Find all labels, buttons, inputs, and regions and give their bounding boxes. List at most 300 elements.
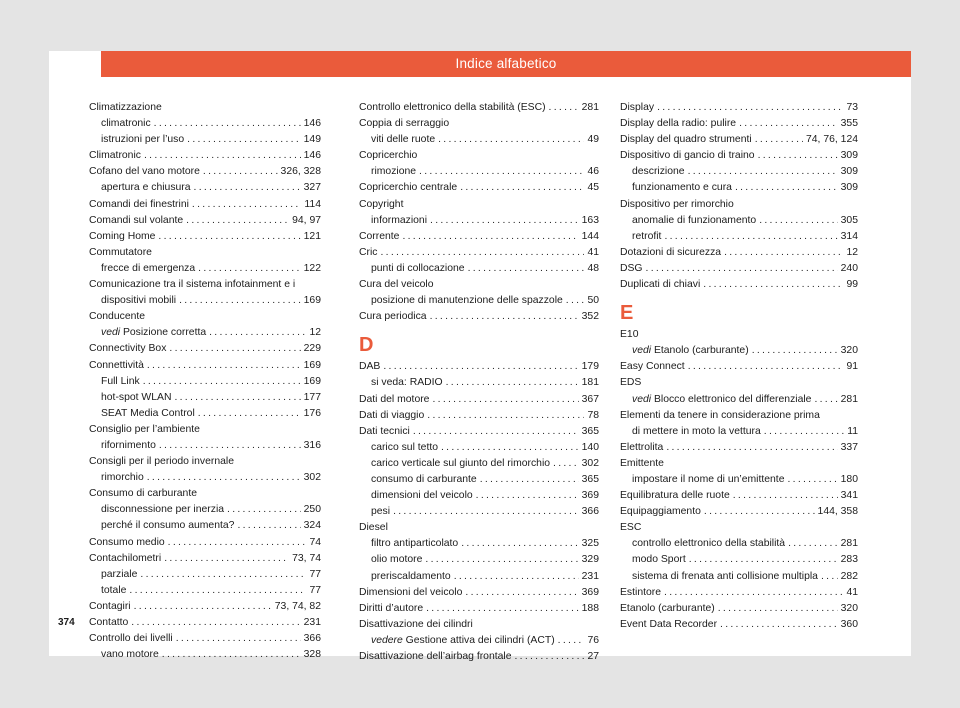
entry-label: DSG xyxy=(620,262,643,274)
page-number: 374 xyxy=(58,617,75,628)
dot-leader xyxy=(468,261,585,277)
entry-label: Dati del motore xyxy=(359,393,430,405)
entry-label-wrap xyxy=(359,100,546,116)
entry-label: frecce di emergenza xyxy=(101,262,196,274)
index-entry xyxy=(620,229,858,245)
index-entry xyxy=(620,132,858,148)
entry-label: carico sul tetto xyxy=(371,441,438,453)
entry-label-wrap xyxy=(101,647,159,663)
index-heading: Copyright xyxy=(359,198,404,210)
dot-leader xyxy=(787,472,837,488)
index-entry xyxy=(89,148,321,164)
index-entry xyxy=(89,197,321,213)
index-entry xyxy=(359,392,599,408)
index-entry xyxy=(89,374,321,390)
entry-page-ref: 74, 76, 124 xyxy=(806,134,858,146)
entry-page-ref: 352 xyxy=(581,311,599,323)
index-heading: E10 xyxy=(620,329,639,341)
index-entry xyxy=(620,472,858,488)
index-entry xyxy=(620,504,858,520)
entry-label: Climatronic xyxy=(89,150,141,162)
index-heading: Consiglio per l’ambiente xyxy=(89,423,200,435)
entry-label: disconnessione per inerzia xyxy=(101,504,225,516)
entry-label: Dispositivo di gancio di traino xyxy=(620,150,755,162)
entry-label: Controllo dei livelli xyxy=(89,633,173,645)
entry-page-ref: 366 xyxy=(581,506,599,518)
index-entry xyxy=(620,359,858,375)
entry-label: preriscaldamento xyxy=(371,570,451,582)
entry-label-wrap xyxy=(359,408,424,424)
entry-page-ref: 282 xyxy=(840,570,858,582)
index-heading: Diesel xyxy=(359,522,388,534)
entry-label-wrap xyxy=(359,180,457,196)
dot-leader xyxy=(446,375,579,391)
index-heading: Copricerchio xyxy=(359,150,418,162)
entry-label-wrap xyxy=(620,359,685,375)
dot-leader xyxy=(194,180,301,196)
entry-label: rimozione xyxy=(371,166,417,178)
entry-label-wrap xyxy=(371,293,563,309)
index-entry xyxy=(620,164,858,180)
index-entry xyxy=(89,631,321,647)
entry-page-ref: 327 xyxy=(303,182,321,194)
dot-leader xyxy=(143,374,301,390)
dot-leader xyxy=(566,293,585,309)
index-entry xyxy=(359,424,599,440)
index-entry xyxy=(89,518,321,534)
dot-leader xyxy=(733,488,838,504)
dot-leader xyxy=(432,392,578,408)
entry-page-ref: 11 xyxy=(847,425,858,437)
index-entry xyxy=(359,456,599,472)
dot-leader xyxy=(430,213,579,229)
entry-label: carico verticale sul giunto del rimorchio xyxy=(371,457,551,469)
entry-label-wrap xyxy=(359,359,380,375)
entry-label: Corrente xyxy=(359,230,400,242)
dot-leader xyxy=(187,132,300,148)
index-entry xyxy=(89,116,321,132)
entry-label-wrap xyxy=(632,552,686,568)
index-entry xyxy=(89,229,321,245)
entry-label-wrap xyxy=(371,132,435,148)
dot-leader xyxy=(752,343,838,359)
index-entry xyxy=(89,406,321,422)
entry-label-wrap xyxy=(632,213,756,229)
index-entry xyxy=(359,585,599,601)
entry-label-wrap xyxy=(371,488,473,504)
entry-page-ref: 41 xyxy=(846,586,858,598)
entry-page-ref: 281 xyxy=(840,393,858,405)
entry-label-wrap xyxy=(89,358,144,374)
entry-page-ref: 77 xyxy=(309,584,321,596)
entry-page-ref: 169 xyxy=(303,375,321,387)
section-letter: D xyxy=(359,334,374,357)
entry-page-ref: 309 xyxy=(840,166,858,178)
index-entry xyxy=(89,293,321,309)
entry-label-wrap xyxy=(101,518,234,534)
index-entry xyxy=(89,213,321,229)
index-entry xyxy=(620,180,858,196)
index-entry xyxy=(89,325,321,341)
entry-label-wrap xyxy=(632,424,761,440)
entry-page-ref: 229 xyxy=(303,343,321,355)
entry-label: Controllo elettronico della stabilità (ESC) xyxy=(359,102,546,113)
page-title: Indice alfabetico xyxy=(101,51,911,77)
entry-label: Blocco elettronico del differenziale xyxy=(653,393,812,405)
entry-label: rimorchio xyxy=(101,472,144,484)
index-heading: Conducente xyxy=(89,311,146,323)
entry-label: Dati tecnici xyxy=(359,425,410,437)
index-entry xyxy=(359,164,599,180)
dot-leader xyxy=(461,536,578,552)
index-entry xyxy=(359,293,599,309)
entry-label-wrap xyxy=(371,440,438,456)
dot-leader xyxy=(162,647,301,663)
dot-leader xyxy=(688,359,844,375)
entry-page-ref: 365 xyxy=(581,425,599,437)
entry-page-ref: 27 xyxy=(587,651,599,662)
index-entry xyxy=(359,245,599,261)
see-reference: vedere xyxy=(371,634,403,646)
dot-leader xyxy=(704,504,815,520)
index-heading: Cura del veicolo xyxy=(359,279,434,291)
entry-page-ref: 360 xyxy=(840,618,858,630)
section-letter: E xyxy=(620,302,634,325)
dot-leader xyxy=(558,633,585,649)
entry-label: punti di collocazione xyxy=(371,262,465,274)
entry-label: Full Link xyxy=(101,375,140,387)
entry-page-ref: 50 xyxy=(587,295,599,307)
entry-label: Cofano del vano motore xyxy=(89,166,200,178)
entry-label-wrap xyxy=(101,374,140,390)
entry-page-ref: 144, 358 xyxy=(817,506,858,518)
dot-leader xyxy=(129,583,306,599)
entry-page-ref: 114 xyxy=(304,198,321,210)
index-entry xyxy=(359,649,599,665)
entry-label-wrap xyxy=(371,456,550,472)
dot-leader xyxy=(154,116,301,132)
entry-label-wrap xyxy=(620,261,643,277)
entry-page-ref: 240 xyxy=(840,262,858,274)
entry-label: Contatto xyxy=(89,617,129,628)
dot-leader xyxy=(198,406,301,422)
dot-leader xyxy=(454,569,579,585)
index-entry xyxy=(89,438,321,454)
entry-page-ref: 369 xyxy=(581,490,599,502)
entry-label-wrap xyxy=(371,536,458,552)
entry-page-ref: 177 xyxy=(303,391,321,403)
entry-page-ref: 320 xyxy=(840,602,858,614)
entry-page-ref: 121 xyxy=(303,230,321,242)
entry-label: totale xyxy=(101,584,127,596)
entry-page-ref: 74 xyxy=(309,536,321,548)
entry-page-ref: 146 xyxy=(303,150,321,162)
entry-label-wrap xyxy=(632,164,685,180)
entry-page-ref: 325 xyxy=(581,538,599,550)
entry-label: perché il consumo aumenta? xyxy=(101,520,235,532)
entry-page-ref: 73, 74 xyxy=(292,552,321,564)
index-heading: Disattivazione dei cilindri xyxy=(359,618,473,630)
entry-label-wrap xyxy=(101,567,137,583)
entry-page-ref: 305 xyxy=(840,214,858,226)
index-entry xyxy=(359,488,599,504)
index-entry xyxy=(620,277,858,293)
entry-page-ref: 169 xyxy=(303,359,321,371)
entry-label-wrap xyxy=(101,261,195,277)
dot-leader xyxy=(402,229,578,245)
dot-leader xyxy=(131,615,300,631)
dot-leader xyxy=(159,438,301,454)
index-entry xyxy=(620,100,858,116)
entry-page-ref: 326, 328 xyxy=(280,166,321,178)
entry-label: Consumo medio xyxy=(89,536,165,548)
index-entry xyxy=(89,132,321,148)
dot-leader xyxy=(724,245,843,261)
index-heading: Consumo di carburante xyxy=(89,488,198,500)
entry-label-wrap xyxy=(359,424,410,440)
entry-label: impostare il nome di un’emittente xyxy=(632,473,785,485)
index-entry xyxy=(359,100,599,116)
dot-leader xyxy=(174,390,300,406)
entry-label-wrap xyxy=(359,392,429,408)
dot-leader xyxy=(666,440,837,456)
index-entry xyxy=(89,535,321,551)
entry-label-wrap xyxy=(371,504,390,520)
entry-page-ref: 369 xyxy=(581,586,599,598)
entry-page-ref: 49 xyxy=(587,134,599,146)
dot-leader xyxy=(438,132,584,148)
index-entry xyxy=(620,424,858,440)
entry-label: Dotazioni di sicurezza xyxy=(620,246,722,258)
dot-leader xyxy=(646,261,838,277)
entry-page-ref: 181 xyxy=(581,377,599,389)
index-entry xyxy=(359,440,599,456)
entry-page-ref: 302 xyxy=(581,457,599,469)
dot-leader xyxy=(430,309,579,325)
dot-leader xyxy=(169,341,300,357)
entry-page-ref: 250 xyxy=(303,504,321,516)
entry-label-wrap xyxy=(620,245,721,261)
entry-label-wrap xyxy=(359,229,399,245)
entry-label-wrap xyxy=(101,502,224,518)
entry-label-wrap xyxy=(620,100,654,116)
entry-page-ref: 281 xyxy=(840,538,858,550)
entry-label-wrap xyxy=(620,617,717,633)
dot-leader xyxy=(735,180,838,196)
index-entry xyxy=(89,583,321,599)
entry-label: consumo di carburante xyxy=(371,473,477,485)
entry-label: Cric xyxy=(359,246,378,258)
dot-leader xyxy=(758,148,838,164)
entry-page-ref: 46 xyxy=(587,166,599,178)
index-entry xyxy=(359,536,599,552)
entry-label: Etanolo (carburante) xyxy=(620,602,715,614)
index-entry xyxy=(89,567,321,583)
entry-label: istruzioni per l’uso xyxy=(101,134,185,146)
entry-label: dimensioni del veicolo xyxy=(371,490,473,502)
entry-label: Estintore xyxy=(620,586,662,598)
index-entry xyxy=(620,569,858,585)
entry-label-wrap xyxy=(359,245,377,261)
index-entry xyxy=(89,358,321,374)
entry-label-wrap xyxy=(371,164,416,180)
entry-label-wrap xyxy=(632,229,661,245)
dot-leader xyxy=(664,585,843,601)
entry-page-ref: 176 xyxy=(303,407,321,419)
entry-page-ref: 99 xyxy=(846,279,858,291)
entry-page-ref: 309 xyxy=(840,182,858,194)
entry-page-ref: 179 xyxy=(581,361,599,373)
entry-label-wrap xyxy=(620,440,663,456)
entry-page-ref: 122 xyxy=(303,262,321,274)
index-heading: Elementi da tenere in considerazione prima xyxy=(620,409,820,421)
index-entry xyxy=(359,472,599,488)
entry-page-ref: 329 xyxy=(581,554,599,566)
entry-label-wrap xyxy=(101,438,156,454)
dot-leader xyxy=(147,358,301,374)
index-entry xyxy=(359,504,599,520)
index-column-3 xyxy=(620,100,858,633)
entry-label-wrap xyxy=(101,325,206,341)
index-heading: Commutatore xyxy=(89,246,152,258)
entry-label: Posizione corretta xyxy=(122,327,207,339)
entry-label-wrap xyxy=(89,535,165,551)
entry-label: retrofit xyxy=(632,230,662,242)
entry-label: apertura e chiusura xyxy=(101,182,191,194)
entry-label-wrap xyxy=(632,343,749,359)
entry-label: Cura periodica xyxy=(359,311,427,323)
index-entry xyxy=(620,261,858,277)
index-entry xyxy=(620,585,858,601)
entry-page-ref: 337 xyxy=(840,441,858,453)
entry-label-wrap xyxy=(620,488,730,504)
entry-page-ref: 231 xyxy=(303,617,321,628)
entry-page-ref: 144 xyxy=(581,230,599,242)
entry-page-ref: 281 xyxy=(581,102,599,113)
index-entry xyxy=(89,164,321,180)
entry-label: Contagiri xyxy=(89,600,131,612)
entry-label: Easy Connect xyxy=(620,361,685,373)
index-entry xyxy=(89,502,321,518)
index-entry xyxy=(359,552,599,568)
entry-label-wrap xyxy=(101,116,151,132)
index-entry xyxy=(89,615,321,631)
dot-leader xyxy=(134,599,272,615)
entry-label: Comandi sul volante xyxy=(89,214,184,226)
entry-label: descrizione xyxy=(632,166,685,178)
entry-label: Diritti d’autore xyxy=(359,602,424,614)
dot-leader xyxy=(480,472,579,488)
index-entry xyxy=(359,261,599,277)
entry-page-ref: 169 xyxy=(303,295,321,307)
dot-leader xyxy=(553,456,579,472)
entry-page-ref: 12 xyxy=(309,327,321,339)
entry-label: filtro antiparticolato xyxy=(371,538,459,550)
entry-label-wrap xyxy=(89,213,183,229)
entry-label: Elettrolita xyxy=(620,441,664,453)
see-reference: vedi xyxy=(632,345,652,357)
index-entry xyxy=(359,569,599,585)
dot-leader xyxy=(549,100,579,116)
entry-label-wrap xyxy=(101,406,195,422)
dot-leader xyxy=(514,649,584,665)
entry-label-wrap xyxy=(632,392,811,408)
entry-page-ref: 320 xyxy=(840,345,858,357)
dot-leader xyxy=(427,408,584,424)
dot-leader xyxy=(144,148,301,164)
entry-page-ref: 314 xyxy=(840,230,858,242)
dot-leader xyxy=(192,197,302,213)
entry-page-ref: 231 xyxy=(581,570,599,582)
entry-page-ref: 309 xyxy=(840,150,858,162)
entry-label: Coming Home xyxy=(89,230,156,242)
entry-page-ref: 188 xyxy=(581,602,599,614)
entry-label: Contachilometri xyxy=(89,552,162,564)
entry-page-ref: 180 xyxy=(840,473,858,485)
index-entry xyxy=(359,132,599,148)
entry-label: modo Sport xyxy=(632,554,686,566)
entry-page-ref: 73 xyxy=(846,102,858,113)
entry-label-wrap xyxy=(620,116,736,132)
index-heading: Climatizzazione xyxy=(89,102,162,113)
dot-leader xyxy=(380,245,584,261)
entry-label: controllo elettronico della stabilità xyxy=(632,538,786,550)
index-entry xyxy=(89,261,321,277)
dot-leader xyxy=(664,229,837,245)
dot-leader xyxy=(720,617,838,633)
entry-page-ref: 91 xyxy=(846,361,858,373)
entry-label-wrap xyxy=(89,631,173,647)
entry-label-wrap xyxy=(359,585,462,601)
index-entry xyxy=(359,375,599,391)
entry-label-wrap xyxy=(620,277,700,293)
dot-leader xyxy=(176,631,301,647)
entry-label-wrap xyxy=(371,552,422,568)
entry-label: Duplicati di chiavi xyxy=(620,279,701,291)
entry-label-wrap xyxy=(101,583,126,599)
index-entry xyxy=(359,359,599,375)
dot-leader xyxy=(168,535,307,551)
index-entry xyxy=(359,213,599,229)
entry-label: funzionamento e cura xyxy=(632,182,732,194)
entry-label-wrap xyxy=(632,472,784,488)
entry-label: Gestione attiva dei cilindri (ACT) xyxy=(405,634,555,646)
entry-label-wrap xyxy=(620,132,752,148)
entry-label: Connettività xyxy=(89,359,144,371)
dot-leader xyxy=(465,585,578,601)
entry-page-ref: 163 xyxy=(581,214,599,226)
dot-leader xyxy=(425,552,578,568)
dot-leader xyxy=(689,552,838,568)
entry-label-wrap xyxy=(620,601,715,617)
entry-label: anomalie di funzionamento xyxy=(632,214,757,226)
index-entry xyxy=(620,245,858,261)
entry-label: Dimensioni del veicolo xyxy=(359,586,463,598)
index-entry xyxy=(620,148,858,164)
entry-page-ref: 146 xyxy=(303,118,321,130)
dot-leader xyxy=(198,261,301,277)
entry-label-wrap xyxy=(89,615,128,631)
entry-label-wrap xyxy=(359,309,427,325)
entry-label-wrap xyxy=(101,293,176,309)
entry-label: posizione di manutenzione delle spazzole xyxy=(371,295,563,307)
index-entry xyxy=(620,552,858,568)
entry-label-wrap xyxy=(89,341,166,357)
entry-label: Disattivazione dell’airbag frontale xyxy=(359,651,512,662)
entry-label: Dati di viaggio xyxy=(359,409,425,421)
entry-page-ref: 77 xyxy=(309,568,321,580)
entry-page-ref: 366 xyxy=(303,633,321,645)
